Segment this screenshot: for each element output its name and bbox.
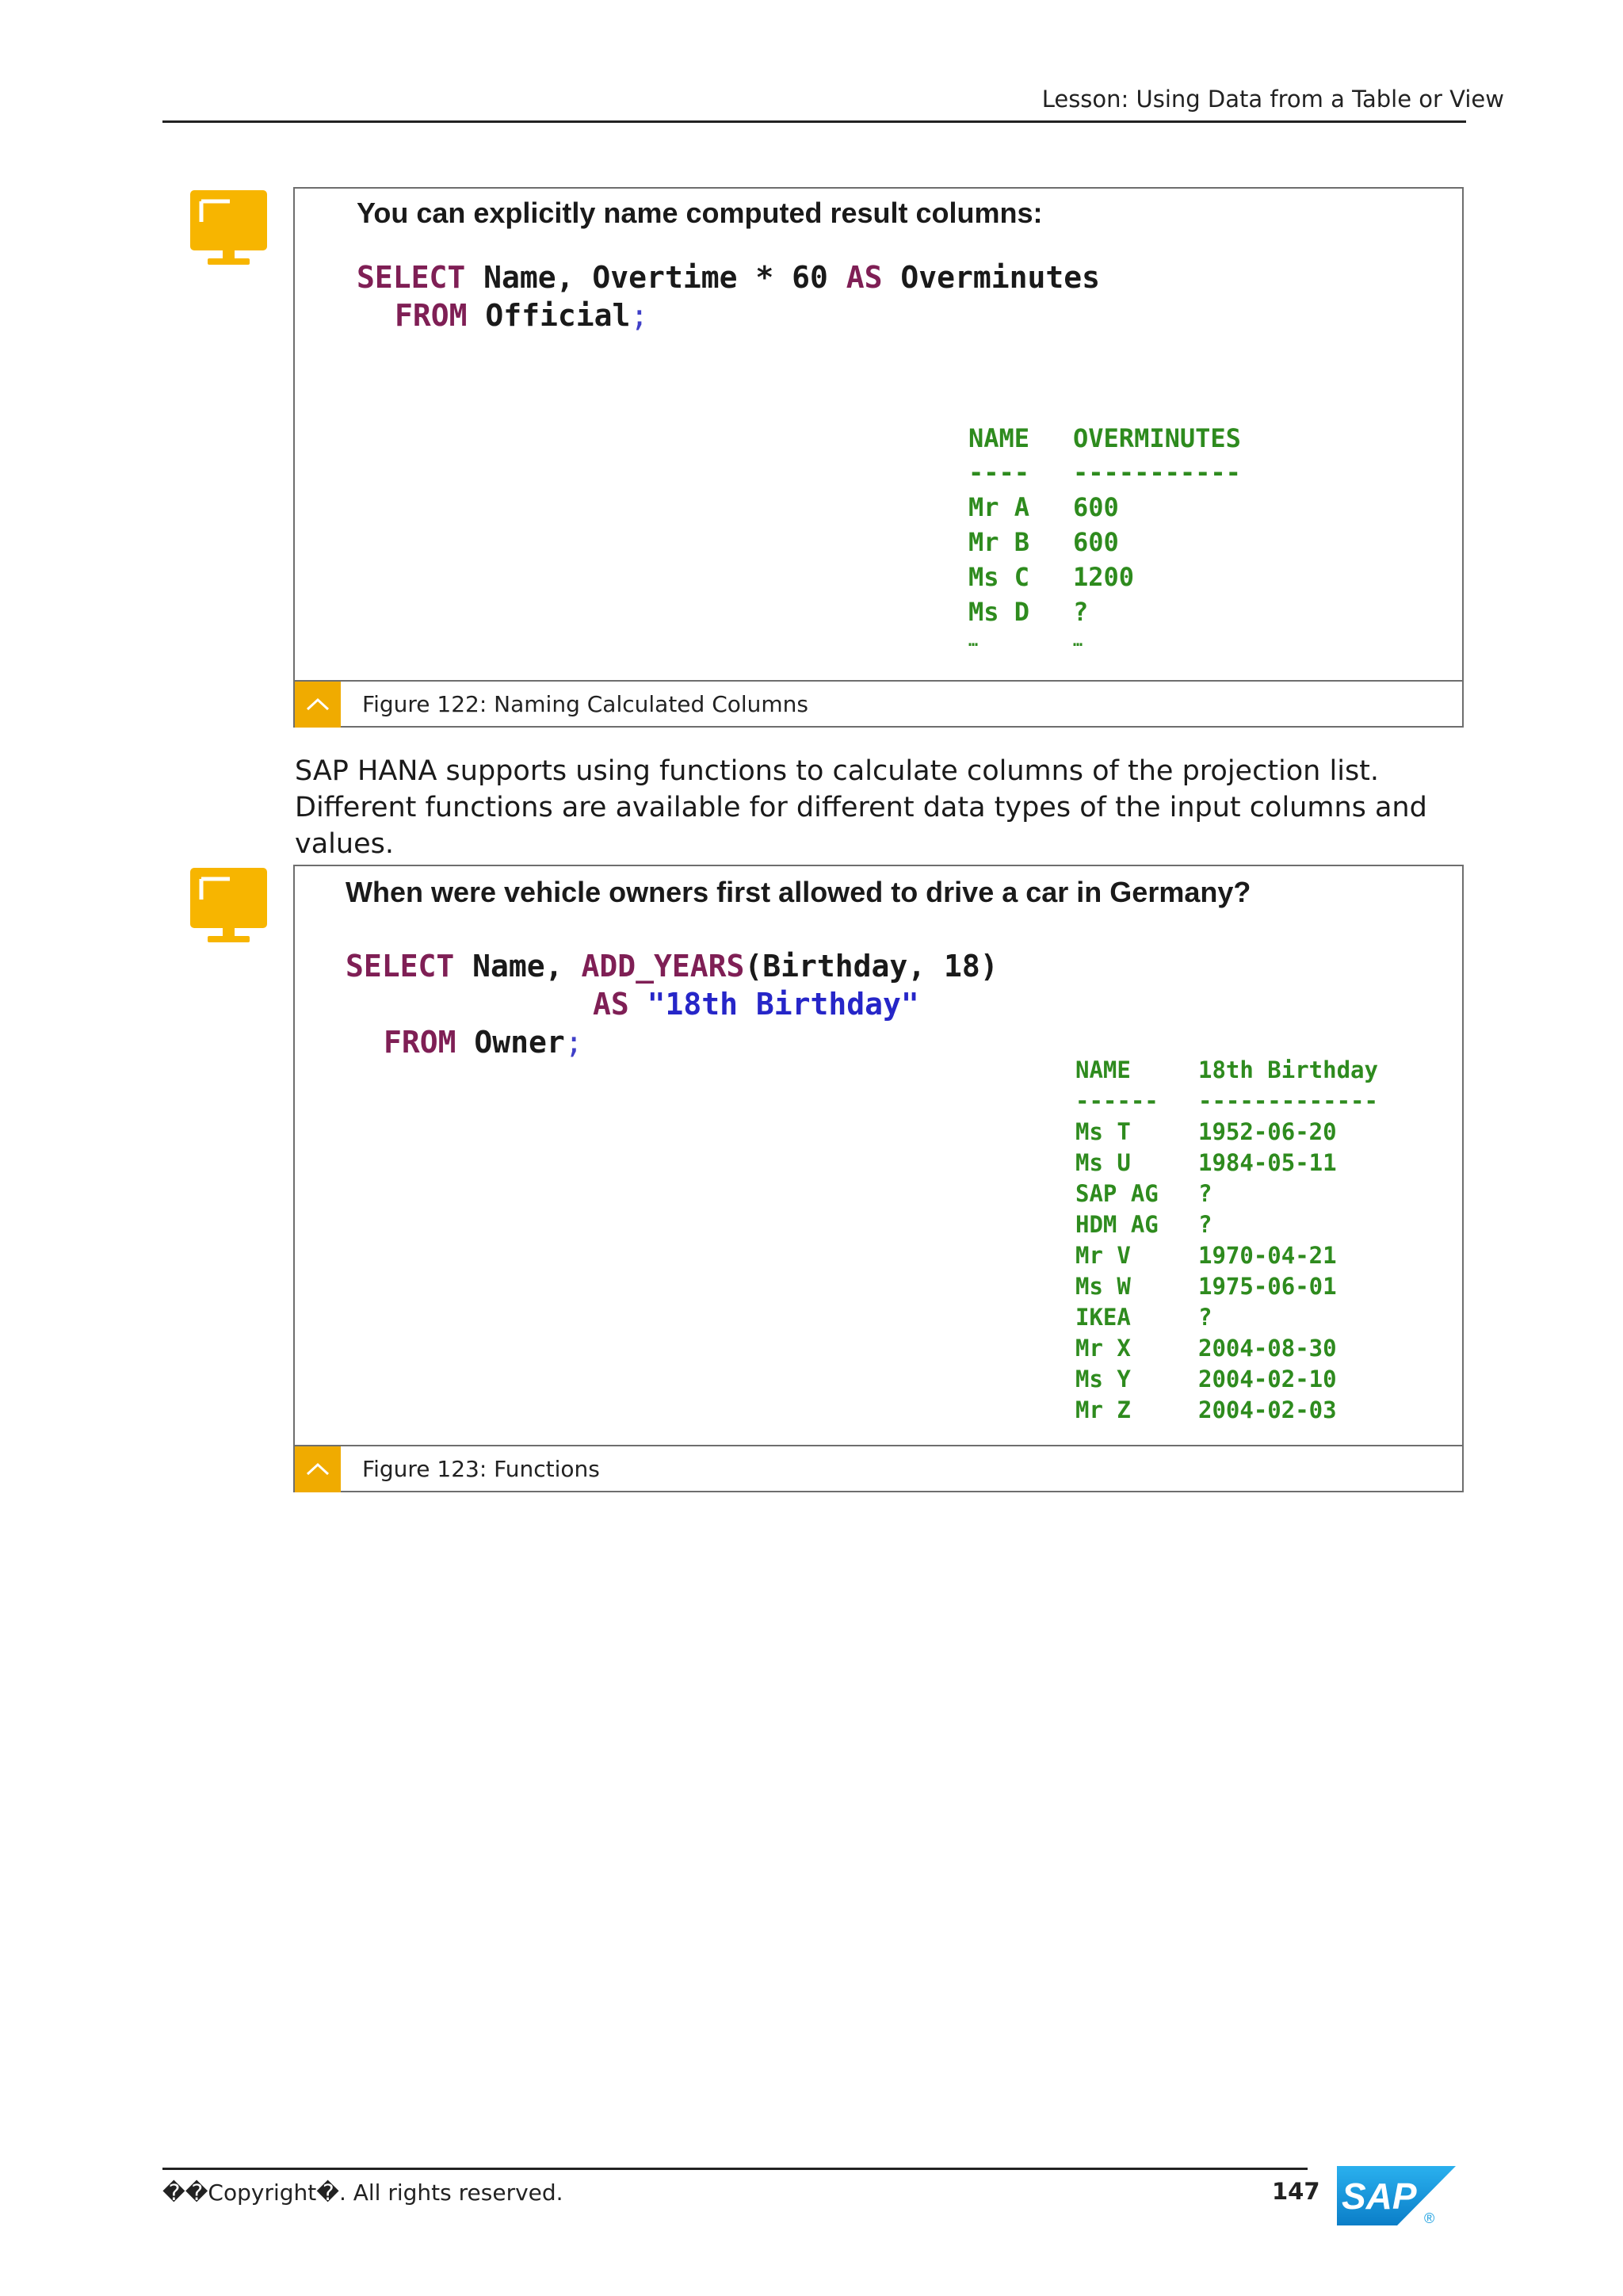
cell-value: 2004-02-10	[1198, 1366, 1337, 1392]
sql-keyword: SELECT	[357, 260, 466, 295]
cell-value: ?	[1198, 1304, 1212, 1331]
sql-text: Overminutes	[882, 260, 1101, 295]
cell-value: 1975-06-01	[1198, 1273, 1337, 1300]
cell-value: 600	[1073, 527, 1119, 557]
figure-naming-calculated-columns	[293, 187, 1464, 728]
cell-name: HDM AG	[1075, 1211, 1159, 1238]
cell-value: 1200	[1073, 562, 1135, 592]
figure-content	[295, 189, 1462, 682]
sql-string: "18th Birthday"	[628, 987, 919, 1022]
sql-text: (Birthday, 18)	[744, 949, 999, 984]
sql-function: ADD_YEARS	[581, 949, 745, 984]
cell-name: Ms T	[1075, 1118, 1131, 1145]
cell-name: Mr X	[1075, 1335, 1131, 1362]
result-header-row	[1075, 1056, 1378, 1083]
result-row	[968, 492, 1119, 522]
cell-value: 2004-08-30	[1198, 1335, 1337, 1362]
chevron-up-icon	[304, 697, 331, 712]
result-row	[968, 527, 1119, 557]
result-row	[1075, 1118, 1337, 1145]
separator: -----------	[1073, 457, 1241, 487]
sql-line-from	[395, 298, 648, 333]
result-row	[1075, 1211, 1212, 1238]
cell-name: SAP AG	[1075, 1180, 1159, 1207]
footer-rule	[162, 2168, 1308, 2170]
cell-value: 2004-02-03	[1198, 1396, 1337, 1423]
sql-line-select	[346, 949, 999, 984]
collapse-figure-button[interactable]	[295, 682, 341, 728]
result-row	[1075, 1396, 1337, 1423]
cell-name: …	[968, 631, 979, 650]
cell-name: Ms Y	[1075, 1366, 1131, 1392]
result-row	[1075, 1242, 1337, 1269]
result-row	[1075, 1180, 1212, 1207]
result-separator-row	[968, 457, 1241, 487]
cell-name: Ms W	[1075, 1273, 1131, 1300]
sap-logo-text: SAP	[1342, 2176, 1417, 2217]
sql-punctuation: ;	[564, 1025, 583, 1060]
cell-name: Ms C	[968, 562, 1030, 592]
figure-caption-bar	[295, 1446, 1462, 1492]
figure-content	[295, 866, 1462, 1446]
cell-value: 1970-04-21	[1198, 1242, 1337, 1269]
figure-functions	[293, 865, 1464, 1492]
collapse-figure-button[interactable]	[295, 1446, 341, 1492]
column-header: OVERMINUTES	[1073, 423, 1241, 453]
sql-text: Owner	[456, 1025, 565, 1060]
result-separator-row	[1075, 1087, 1378, 1114]
registered-mark: ®	[1424, 2210, 1435, 2225]
separator: ----	[968, 457, 1030, 487]
result-row	[1075, 1273, 1337, 1300]
sql-keyword: AS	[846, 260, 883, 295]
lesson-title: Lesson: Using Data from a Table or View	[1041, 86, 1504, 113]
sql-line-from	[384, 1025, 583, 1060]
header-rule	[162, 120, 1466, 123]
result-row	[1075, 1366, 1337, 1392]
sap-logo	[1337, 2166, 1456, 2225]
cell-value: ?	[1198, 1180, 1212, 1207]
sql-line-alias	[593, 987, 919, 1022]
page-number: 147	[1272, 2178, 1320, 2205]
sql-keyword: AS	[593, 987, 629, 1022]
figure-caption-bar	[295, 682, 1462, 728]
result-row	[1075, 1149, 1337, 1176]
sql-keyword: SELECT	[346, 949, 455, 984]
cell-name: Mr B	[968, 527, 1030, 557]
figure-intro: You can explicitly name computed result columns:	[357, 197, 1043, 229]
sql-text: Name, Overtime * 60	[465, 260, 846, 295]
result-row	[1075, 1304, 1212, 1331]
presentation-monitor-icon	[190, 190, 267, 267]
cell-name: Mr V	[1075, 1242, 1131, 1269]
result-row	[968, 631, 1083, 650]
sql-text: Name,	[454, 949, 582, 984]
figure-intro: When were vehicle owners first allowed to drive a car in Germany?	[346, 876, 1251, 908]
separator: ------	[1075, 1087, 1159, 1114]
separator: -------------	[1198, 1087, 1378, 1114]
result-row	[968, 562, 1135, 592]
cell-name: IKEA	[1075, 1304, 1131, 1331]
cell-value: 600	[1073, 492, 1119, 522]
result-header-row	[968, 423, 1241, 453]
cell-name: Ms D	[968, 597, 1030, 627]
column-header: 18th Birthday	[1198, 1056, 1378, 1083]
figure-caption: Figure 122: Naming Calculated Columns	[362, 691, 809, 717]
column-header: NAME	[968, 423, 1030, 453]
cell-name: Mr Z	[1075, 1396, 1131, 1423]
cell-name: Mr A	[968, 492, 1030, 522]
cell-name: Ms U	[1075, 1149, 1131, 1176]
result-row	[968, 597, 1089, 627]
sql-line-select	[357, 260, 1100, 295]
copyright-notice: ��Copyright�. All rights reserved.	[162, 2179, 563, 2206]
presentation-monitor-icon	[190, 868, 267, 945]
column-header: NAME	[1075, 1056, 1131, 1083]
cell-value: 1952-06-20	[1198, 1118, 1337, 1145]
sql-text: Official	[467, 298, 631, 333]
result-row	[1075, 1335, 1337, 1362]
body-paragraph: SAP HANA supports using functions to calculate columns of the projection list. Different functions are available for different data types of the input columns and values.	[295, 755, 1427, 860]
figure-caption: Figure 123: Functions	[362, 1456, 600, 1482]
sql-keyword: FROM	[384, 1025, 456, 1060]
cell-value: …	[1073, 631, 1083, 650]
chevron-up-icon	[304, 1461, 331, 1477]
sql-punctuation: ;	[630, 298, 649, 333]
cell-value: 1984-05-11	[1198, 1149, 1337, 1176]
cell-value: ?	[1198, 1211, 1212, 1238]
sql-keyword: FROM	[395, 298, 468, 333]
cell-value: ?	[1073, 597, 1089, 627]
